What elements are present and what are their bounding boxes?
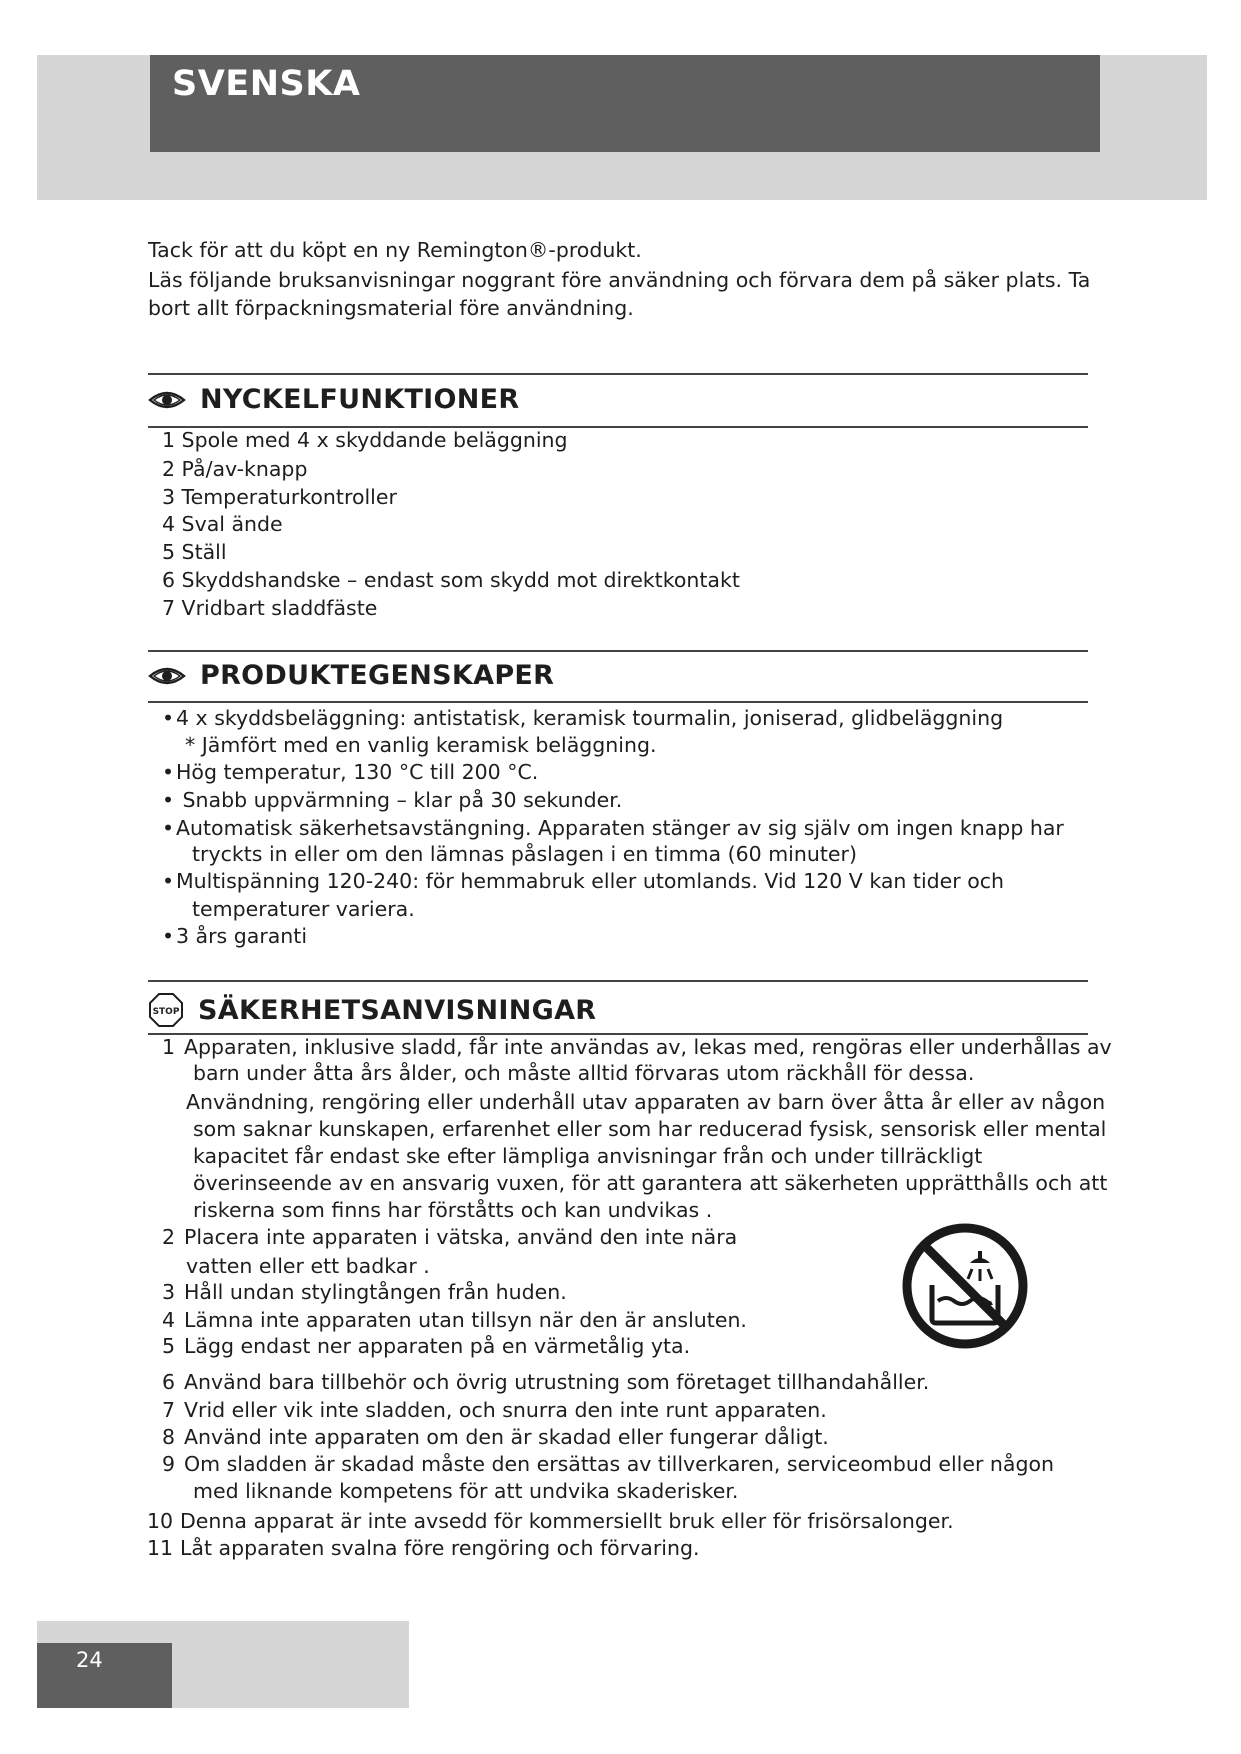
list-item [193,1144,982,1168]
bullet-icon: • [162,760,175,784]
item-number: 5 [162,1334,176,1358]
item-number: 3 [162,1280,176,1304]
bullet-icon: • [162,788,175,812]
list-item-text: * Jämfört med en vanlig keramisk beläggning. [185,733,657,757]
list-item-text: Håll undan stylingtången från huden. [184,1280,567,1304]
list-item [186,1254,430,1278]
list-item-text: Placera inte apparaten i vätska, använd den inte nära [184,1225,738,1249]
list-item-text: tryckts in eller om den lämnas påslagen i en timma (60 minuter) [192,842,857,866]
stop-icon-text: STOP [152,1007,180,1017]
list-item-text: riskerna som finns har förståtts och kan undvikas . [193,1198,713,1222]
list-item [147,1509,954,1533]
list-item-text: Använd inte apparaten om den är skadad eller fungerar dåligt. [184,1425,829,1449]
intro-line-3: bort allt förpackningsmaterial före användning. [148,296,634,320]
list-item-text: med liknande kompetens för att undvika skaderisker. [193,1479,739,1503]
item-number: 9 [162,1452,176,1476]
list-item-text: kapacitet får endast ske efter lämpliga anvisningar från och under tillräckligt [193,1144,983,1168]
no-water-warning-icon [902,1223,1028,1349]
list-item: 2 På/av-knapp [162,457,308,481]
bullet-icon: • [162,816,175,840]
list-item [193,1117,1106,1141]
list-item [162,1452,1054,1476]
list-item: 1 Spole med 4 x skyddande beläggning [162,428,568,452]
list-item-text: Om sladden är skadad måste den ersättas av tillverkaren, serviceombud eller någon [184,1452,1055,1476]
list-item: 5 Ställ [162,540,227,564]
bullet-icon: • [162,924,175,948]
list-item [162,1334,690,1358]
bullet-icon: • [162,869,175,893]
item-number: 7 [162,1398,176,1422]
section-title: SÄKERHETSANVISNINGAR [198,994,597,1026]
section-heading-product-features [148,660,554,691]
list-item [162,1225,737,1249]
section-rule-top [148,373,1088,375]
list-item [162,1035,1112,1059]
list-item-text: temperaturer variera. [192,897,415,921]
list-item-text: Hög temperatur, 130 °C till 200 °C. [176,760,539,784]
section-rule-bottom [148,701,1088,703]
list-item: 7 Vridbart sladdfäste [162,596,378,620]
footer-page-box [37,1643,172,1708]
list-item [193,1198,712,1222]
intro-line-1: Tack för att du köpt en ny Remington®-produkt. [148,238,642,262]
list-item-text: Snabb uppvärmning – klar på 30 sekunder. [176,788,623,812]
list-item [192,897,415,921]
section-rule-top [148,980,1088,982]
list-item-text: Vrid eller vik inte sladden, och snurra den inte runt apparaten. [184,1398,827,1422]
list-item [162,760,538,784]
section-rule-top [148,650,1088,652]
list-item [186,1090,1105,1114]
list-item-text: vatten eller ett badkar . [186,1254,430,1278]
intro-line-2: Läs följande bruksanvisningar noggrant före användning och förvara dem på säker plats. Ta [148,268,1091,292]
list-item-text: Använd bara tillbehör och övrig utrustning som företaget tillhandahåller. [184,1370,930,1394]
list-item [162,816,1064,840]
list-item [162,788,622,812]
bullet-icon: • [162,706,175,730]
list-item-text: Apparaten, inklusive sladd, får inte användas av, lekas med, rengöras eller underhållas av [184,1035,1112,1059]
list-item [162,924,307,948]
list-item [147,1536,699,1560]
list-item-text: Lämna inte apparaten utan tillsyn när den är ansluten. [184,1308,747,1332]
stop-icon [148,992,184,1028]
list-item: 3 Temperaturkontroller [162,485,397,509]
list-item [162,706,1003,730]
list-item [162,1425,829,1449]
list-item-text: överinseende av en ansvarig vuxen, för att garantera att säkerheten upprätthålls och att [193,1171,1108,1195]
section-title: NYCKELFUNKTIONER [200,384,520,415]
list-item [193,1479,738,1503]
list-item [162,1280,567,1304]
section-heading-key-features [148,384,520,415]
list-item: 6 Skyddshandske – endast som skydd mot direktkontakt [162,568,740,592]
list-item-text: Låt apparaten svalna före rengöring och förvaring. [180,1536,700,1560]
list-item [192,842,857,866]
list-item-text: som saknar kunskapen, erfarenhet eller som har reducerad fysisk, sensorisk eller mental [193,1117,1107,1141]
item-number: 6 [162,1370,176,1394]
list-item [162,869,1004,893]
section-title: PRODUKTEGENSKAPER [200,660,555,691]
page-title: SVENSKA [172,64,361,104]
list-item-text: barn under åtta års ålder, och måste alltid förvaras utom räckhåll för dessa. [193,1061,975,1085]
list-item [193,1061,974,1085]
list-item-text: Användning, rengöring eller underhåll utav apparaten av barn över åtta år eller av någon [186,1090,1106,1114]
item-number: 1 [162,1035,176,1059]
list-item-text: Lägg endast ner apparaten på en värmetålig yta. [184,1334,691,1358]
list-item-text: Multispänning 120-240: för hemmabruk eller utomlands. Vid 120 V kan tider och [176,869,1005,893]
section-heading-safety [148,992,596,1028]
list-item-text: Denna apparat är inte avsedd för kommersiellt bruk eller för frisörsalonger. [180,1509,954,1533]
list-item [193,1171,1107,1195]
list-item [162,1370,929,1394]
item-number: 4 [162,1308,176,1332]
list-item [162,1398,827,1422]
item-number: 11 [147,1536,174,1560]
page-number: 24 [76,1648,103,1672]
list-item-text: 3 års garanti [176,924,308,948]
eye-icon [148,388,186,412]
item-number: 8 [162,1425,176,1449]
list-item [185,733,657,757]
list-item [162,1308,747,1332]
item-number: 10 [147,1509,174,1533]
list-item-text: Automatisk säkerhetsavstängning. Apparaten stänger av sig själv om ingen knapp har [176,816,1064,840]
item-number: 2 [162,1225,176,1249]
eye-icon [148,664,186,688]
list-item: 4 Sval ände [162,512,283,536]
list-item-text: 4 x skyddsbeläggning: antistatisk, keramisk tourmalin, joniserad, glidbeläggning [176,706,1004,730]
